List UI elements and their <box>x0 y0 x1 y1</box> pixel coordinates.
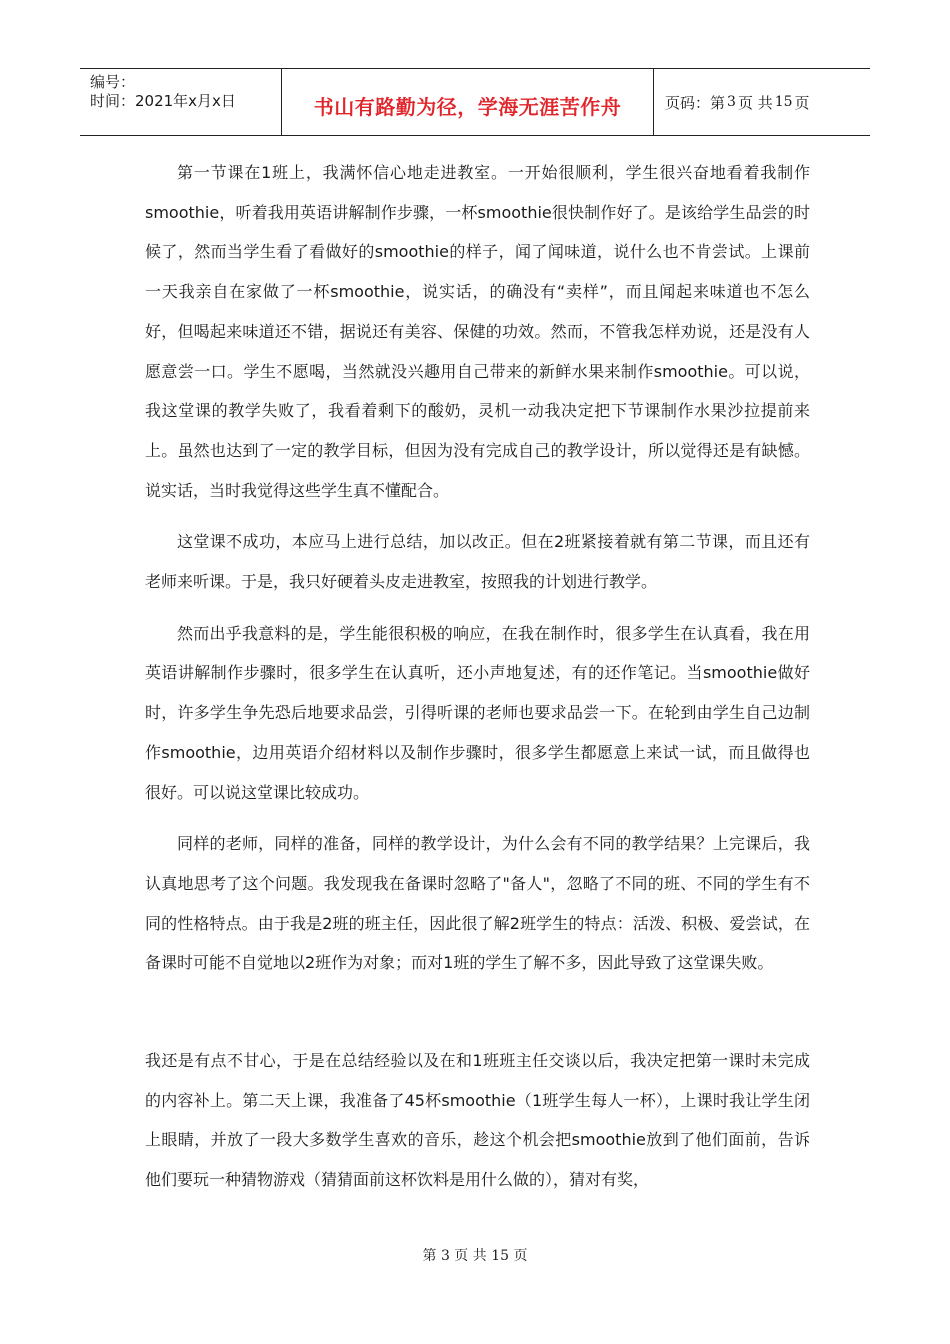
header-motto-cell <box>281 69 654 135</box>
paragraph: 同样的老师，同样的准备，同样的教学设计，为什么会有不同的教学结果？上完课后，我认真地思考了这个问题。我发现我在备课时忽略了"备人"，忽略了不同的班、不同的学生有不同的性格特点。由于我是2班的班主任，因此很了解2班学生的特点：活泼、积极、爱尝试，在备课时可能不自觉地以2班作为对象；而对1班的学生了解不多，因此导致了这堂课失败。 <box>145 834 810 973</box>
paragraph: 然而出乎我意料的是，学生能很积极的响应，在我在制作时，很多学生在认真看，我在用英语讲解制作步骤时，很多学生在认真听，还小声地复述，有的还作笔记。当smoothie做好时，许多学生争先恐后地要求品尝，引得听课的老师也要求品尝一下。在轮到由学生自己边制作smoothie，边用英语介绍材料以及制作步骤时，很多学生都愿意上来试一试，而且做得也很好。可以说这堂课比较成功。 <box>145 623 810 802</box>
page-label: 页码：第 <box>665 93 726 112</box>
header-page-cell <box>654 69 870 135</box>
page-mid-label: 页 共 <box>737 93 773 112</box>
page-end-label: 页 <box>794 93 810 112</box>
motto-text: 书山有路勤为径，学海无涯苦作舟 <box>313 94 622 119</box>
document-number-label: 编号： <box>90 73 136 91</box>
document-body <box>145 153 810 1212</box>
page-footer: 第 3 页 共 15 页 <box>422 1248 528 1264</box>
page-total: 15 <box>774 94 793 110</box>
page-current: 3 <box>727 94 736 110</box>
paragraph: 这堂课不成功，本应马上进行总结，加以改正。但在2班紧接着就有第二节课，而且还有老师来听课。于是，我只好硬着头皮走进教室，按照我的计划进行教学。 <box>145 532 810 592</box>
paragraph: 我还是有点不甘心，于是在总结经验以及在和1班班主任交谈以后，我决定把第一课时未完成的内容补上。第二天上课，我准备了45杯smoothie（1班学生每人一杯），上课时我让学生闭上眼睛，并放了一段大多数学生喜欢的音乐，趁这个机会把smoothie放到了他们面前，告诉他们要玩一种猜物游戏（猜猜面前这杯饮料是用什么做的），猜对有奖， <box>145 1051 810 1190</box>
paragraph: 第一节课在1班上，我满怀信心地走进教室。一开始很顺利，学生很兴奋地看着我制作smoothie，听着我用英语讲解制作步骤，一杯smoothie很快制作好了。是该给学生品尝的时候了，然而当学生看了看做好的smoothie的样子，闻了闻味道，说什么也不肯尝试。上课前一天我亲自在家做了一杯smoothie，说实话，的确没有“卖样”，而且闻起来味道也不怎么好，但喝起来味道还不错，据说还有美容、保健的功效。然而，不管我怎样劝说，还是没有人愿意尝一口。学生不愿喝，当然就没兴趣用自己带来的新鲜水果来制作smoothie。可以说，我这堂课的教学失败了，我看着剩下的酸奶，灵机一动我决定把下节课制作水果沙拉提前来上。虽然也达到了一定的教学目标，但因为没有完成自己的教学设计，所以觉得还是有缺憾。说实话，当时我觉得这些学生真不懂配合。 <box>145 163 810 500</box>
page-header <box>80 68 870 136</box>
header-info-cell <box>80 69 281 135</box>
document-date: 时间：2021年x月x日 <box>90 92 236 110</box>
